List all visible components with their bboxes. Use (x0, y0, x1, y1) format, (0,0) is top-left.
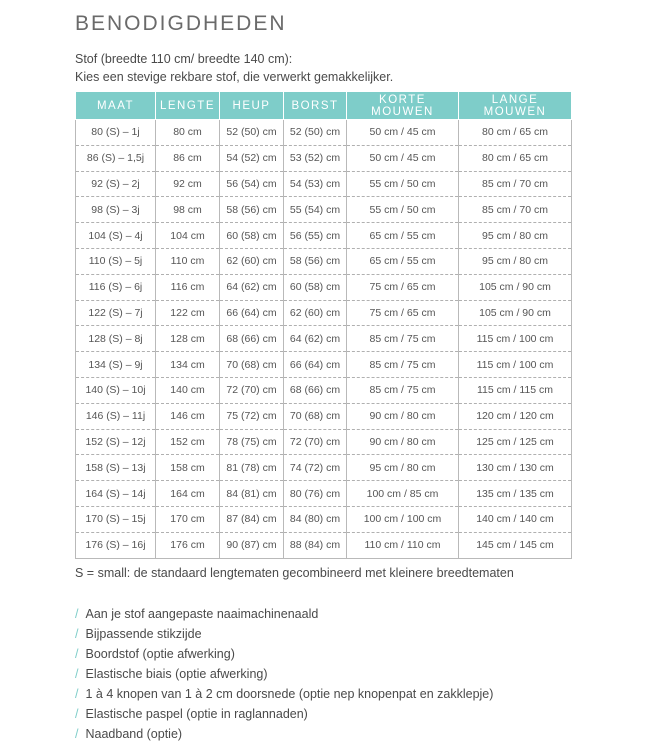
cell-lengte: 176 cm (156, 532, 220, 558)
cell-lange-mouwen: 85 cm / 70 cm (459, 171, 572, 197)
list-item (75, 624, 493, 644)
fabric-advice-line: Kies een stevige rekbare stof, die verwerkt gemakkelijker. (75, 70, 394, 84)
cell-korte-mouwen: 100 cm / 85 cm (347, 481, 459, 507)
cell-heup: 58 (56) cm (220, 197, 284, 223)
fabric-width-line: Stof (breedte 110 cm/ breedte 140 cm): (75, 52, 293, 66)
cell-lange-mouwen: 140 cm / 140 cm (459, 506, 572, 532)
cell-maat: 152 (S) – 12j (76, 429, 156, 455)
cell-lengte: 86 cm (156, 145, 220, 171)
cell-lange-mouwen: 145 cm / 145 cm (459, 532, 572, 558)
cell-lengte: 152 cm (156, 429, 220, 455)
table-row (76, 352, 572, 378)
table-row (76, 171, 572, 197)
cell-heup: 90 (87) cm (220, 532, 284, 558)
size-footnote: S = small: de standaard lengtematen gecombineerd met kleinere breedtematen (75, 566, 514, 580)
cell-borst: 58 (56) cm (284, 248, 347, 274)
cell-korte-mouwen: 110 cm / 110 cm (347, 532, 459, 558)
table-row (76, 120, 572, 146)
table-row (76, 377, 572, 403)
cell-maat: 170 (S) – 15j (76, 506, 156, 532)
header-heup: HEUP (220, 92, 284, 120)
cell-borst: 72 (70) cm (284, 429, 347, 455)
table-row (76, 532, 572, 558)
cell-heup: 70 (68) cm (220, 352, 284, 378)
supply-item-label: Naadband (optie) (85, 727, 183, 741)
table-row (76, 274, 572, 300)
header-lengte: LENGTE (156, 92, 220, 120)
cell-korte-mouwen: 90 cm / 80 cm (347, 403, 459, 429)
cell-maat: 86 (S) – 1,5j (76, 145, 156, 171)
cell-korte-mouwen: 90 cm / 80 cm (347, 429, 459, 455)
cell-heup: 66 (64) cm (220, 300, 284, 326)
cell-maat: 110 (S) – 5j (76, 248, 156, 274)
cell-lengte: 110 cm (156, 248, 220, 274)
cell-lengte: 158 cm (156, 455, 220, 481)
cell-lange-mouwen: 135 cm / 135 cm (459, 481, 572, 507)
cell-lengte: 164 cm (156, 481, 220, 507)
cell-lengte: 170 cm (156, 506, 220, 532)
cell-heup: 62 (60) cm (220, 248, 284, 274)
cell-korte-mouwen: 65 cm / 55 cm (347, 248, 459, 274)
cell-borst: 54 (53) cm (284, 171, 347, 197)
supplies-list (75, 604, 493, 744)
cell-borst: 66 (64) cm (284, 352, 347, 378)
list-item (75, 664, 493, 684)
cell-heup: 84 (81) cm (220, 481, 284, 507)
cell-maat: 116 (S) – 6j (76, 274, 156, 300)
table-row (76, 248, 572, 274)
cell-lange-mouwen: 115 cm / 100 cm (459, 352, 572, 378)
slash-bullet-icon: / (75, 687, 79, 701)
cell-lange-mouwen: 125 cm / 125 cm (459, 429, 572, 455)
cell-heup: 60 (58) cm (220, 223, 284, 249)
cell-lengte: 140 cm (156, 377, 220, 403)
cell-lengte: 98 cm (156, 197, 220, 223)
cell-korte-mouwen: 95 cm / 80 cm (347, 455, 459, 481)
cell-maat: 164 (S) – 14j (76, 481, 156, 507)
list-item (75, 724, 493, 744)
cell-korte-mouwen: 100 cm / 100 cm (347, 506, 459, 532)
cell-lengte: 122 cm (156, 300, 220, 326)
supply-item-label: Elastische paspel (optie in raglannaden) (85, 707, 308, 721)
cell-borst: 53 (52) cm (284, 145, 347, 171)
cell-maat: 128 (S) – 8j (76, 326, 156, 352)
list-item (75, 604, 493, 624)
table-row (76, 197, 572, 223)
cell-maat: 104 (S) – 4j (76, 223, 156, 249)
cell-heup: 56 (54) cm (220, 171, 284, 197)
cell-lengte: 128 cm (156, 326, 220, 352)
table-row (76, 429, 572, 455)
supply-item-label: Boordstof (optie afwerking) (85, 647, 235, 661)
cell-lengte: 134 cm (156, 352, 220, 378)
cell-heup: 54 (52) cm (220, 145, 284, 171)
cell-lengte: 104 cm (156, 223, 220, 249)
cell-lange-mouwen: 105 cm / 90 cm (459, 300, 572, 326)
table-row (76, 223, 572, 249)
cell-borst: 62 (60) cm (284, 300, 347, 326)
supply-item-label: Elastische biais (optie afwerking) (85, 667, 268, 681)
cell-korte-mouwen: 55 cm / 50 cm (347, 171, 459, 197)
header-lange-mouwen: LANGE MOUWEN (459, 92, 572, 120)
cell-maat: 158 (S) – 13j (76, 455, 156, 481)
cell-borst: 68 (66) cm (284, 377, 347, 403)
supply-item-label: 1 à 4 knopen van 1 à 2 cm doorsnede (optie nep knopenpat en zakklepje) (85, 687, 494, 701)
header-korte-mouwen: KORTE MOUWEN (347, 92, 459, 120)
cell-maat: 98 (S) – 3j (76, 197, 156, 223)
cell-lengte: 116 cm (156, 274, 220, 300)
cell-lange-mouwen: 95 cm / 80 cm (459, 223, 572, 249)
size-table-body (76, 120, 572, 559)
page-title: BENODIGDHEDEN (75, 12, 287, 35)
header-borst: BORST (284, 92, 347, 120)
cell-korte-mouwen: 75 cm / 65 cm (347, 274, 459, 300)
cell-borst: 84 (80) cm (284, 506, 347, 532)
slash-bullet-icon: / (75, 627, 79, 641)
cell-maat: 122 (S) – 7j (76, 300, 156, 326)
list-item (75, 704, 493, 724)
table-row (76, 481, 572, 507)
cell-heup: 68 (66) cm (220, 326, 284, 352)
cell-borst: 56 (55) cm (284, 223, 347, 249)
cell-lange-mouwen: 105 cm / 90 cm (459, 274, 572, 300)
cell-borst: 60 (58) cm (284, 274, 347, 300)
cell-heup: 81 (78) cm (220, 455, 284, 481)
fabric-intro (75, 50, 393, 86)
cell-heup: 78 (75) cm (220, 429, 284, 455)
cell-korte-mouwen: 50 cm / 45 cm (347, 120, 459, 146)
size-table-header-row (76, 92, 572, 120)
cell-korte-mouwen: 65 cm / 55 cm (347, 223, 459, 249)
cell-maat: 140 (S) – 10j (76, 377, 156, 403)
list-item (75, 644, 493, 664)
cell-heup: 87 (84) cm (220, 506, 284, 532)
table-row (76, 455, 572, 481)
cell-maat: 134 (S) – 9j (76, 352, 156, 378)
cell-korte-mouwen: 85 cm / 75 cm (347, 326, 459, 352)
list-item (75, 684, 493, 704)
slash-bullet-icon: / (75, 607, 79, 621)
size-table (75, 91, 572, 559)
cell-korte-mouwen: 85 cm / 75 cm (347, 352, 459, 378)
table-row (76, 300, 572, 326)
cell-borst: 80 (76) cm (284, 481, 347, 507)
cell-borst: 64 (62) cm (284, 326, 347, 352)
cell-borst: 52 (50) cm (284, 120, 347, 146)
supply-item-label: Bijpassende stikzijde (85, 627, 202, 641)
cell-korte-mouwen: 85 cm / 75 cm (347, 377, 459, 403)
supply-item-label: Aan je stof aangepaste naaimachinenaald (85, 607, 319, 621)
slash-bullet-icon: / (75, 707, 79, 721)
cell-korte-mouwen: 50 cm / 45 cm (347, 145, 459, 171)
slash-bullet-icon: / (75, 727, 79, 741)
cell-lange-mouwen: 95 cm / 80 cm (459, 248, 572, 274)
table-row (76, 326, 572, 352)
slash-bullet-icon: / (75, 647, 79, 661)
cell-korte-mouwen: 75 cm / 65 cm (347, 300, 459, 326)
cell-lengte: 80 cm (156, 120, 220, 146)
cell-maat: 92 (S) – 2j (76, 171, 156, 197)
cell-lange-mouwen: 80 cm / 65 cm (459, 145, 572, 171)
slash-bullet-icon: / (75, 667, 79, 681)
cell-lange-mouwen: 115 cm / 115 cm (459, 377, 572, 403)
cell-borst: 88 (84) cm (284, 532, 347, 558)
cell-borst: 55 (54) cm (284, 197, 347, 223)
cell-lange-mouwen: 85 cm / 70 cm (459, 197, 572, 223)
cell-lange-mouwen: 120 cm / 120 cm (459, 403, 572, 429)
cell-lengte: 92 cm (156, 171, 220, 197)
cell-heup: 64 (62) cm (220, 274, 284, 300)
cell-lange-mouwen: 80 cm / 65 cm (459, 120, 572, 146)
cell-borst: 70 (68) cm (284, 403, 347, 429)
cell-lange-mouwen: 115 cm / 100 cm (459, 326, 572, 352)
table-row (76, 506, 572, 532)
table-row (76, 403, 572, 429)
cell-maat: 80 (S) – 1j (76, 120, 156, 146)
table-row (76, 145, 572, 171)
cell-lengte: 146 cm (156, 403, 220, 429)
header-maat: MAAT (76, 92, 156, 120)
cell-heup: 52 (50) cm (220, 120, 284, 146)
cell-heup: 72 (70) cm (220, 377, 284, 403)
cell-maat: 146 (S) – 11j (76, 403, 156, 429)
cell-korte-mouwen: 55 cm / 50 cm (347, 197, 459, 223)
cell-maat: 176 (S) – 16j (76, 532, 156, 558)
cell-borst: 74 (72) cm (284, 455, 347, 481)
cell-heup: 75 (72) cm (220, 403, 284, 429)
cell-lange-mouwen: 130 cm / 130 cm (459, 455, 572, 481)
